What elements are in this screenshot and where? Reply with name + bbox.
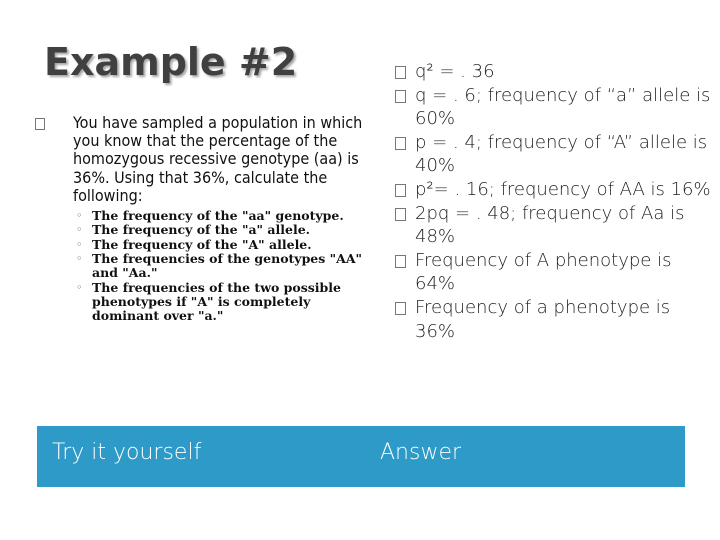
list-item [393,84,713,131]
slide-title: Example #2 [44,40,298,84]
list-item [393,178,713,202]
circle-bullet-icon: ◦ [76,237,83,251]
square-bullet-icon [395,208,406,221]
square-bullet-icon [395,184,406,197]
answer-text: 2pq = . 48; frequency of Aa is 48% [415,202,685,248]
list-item [34,223,364,237]
list-item [393,249,713,296]
question-intro [34,114,364,205]
square-bullet-icon [395,302,406,315]
circle-bullet-icon: ◦ [76,251,83,265]
question-item-text: The frequency of the "a" allele. [92,222,311,238]
list-item [393,296,713,343]
list-item [393,202,713,249]
try-it-yourself-button[interactable]: Try it yourself [37,426,365,487]
answer-button[interactable]: Answer [365,426,685,487]
square-bullet-icon [395,66,406,79]
circle-bullet-icon: ◦ [76,223,83,237]
answer-list [393,60,713,343]
question-item-text: The frequencies of the two possible phenotypes if "A" is completely dominant over "a." [92,279,341,324]
answer-text: p²= . 16; frequency of AA is 16% [415,178,711,200]
square-bullet-icon [35,118,45,130]
circle-bullet-icon: ◦ [76,280,83,294]
square-bullet-icon [395,137,406,150]
question-panel [34,114,364,323]
answer-panel [393,60,713,343]
answer-text: Frequency of A phenotype is 64% [415,249,672,295]
list-item [34,252,364,281]
question-item-text: The frequencies of the genotypes "AA" and "Aa." [92,250,363,281]
list-item [34,281,364,324]
answer-text: p = . 4; frequency of “A” allele is 40% [415,131,708,177]
question-item-text: The frequency of the "A" allele. [92,236,312,252]
answer-text: q² = . 36 [415,61,495,82]
circle-bullet-icon: ◦ [76,209,83,223]
answer-text: q = . 6; frequency of “a” allele is 60% [415,84,711,130]
list-item [34,238,364,252]
square-bullet-icon [395,255,406,268]
question-intro-text: You have sampled a population in which you know that the percentage of the homozygous recessive genotype (aa) is 36%. Using that 36%, calculate the following: [73,113,363,205]
list-item [393,131,713,178]
list-item [34,209,364,223]
question-items [34,209,364,323]
answer-text: Frequency of a phenotype is 36% [415,296,671,342]
list-item [393,60,713,84]
square-bullet-icon [395,90,406,103]
question-item-text: The frequency of the "aa" genotype. [92,208,344,224]
